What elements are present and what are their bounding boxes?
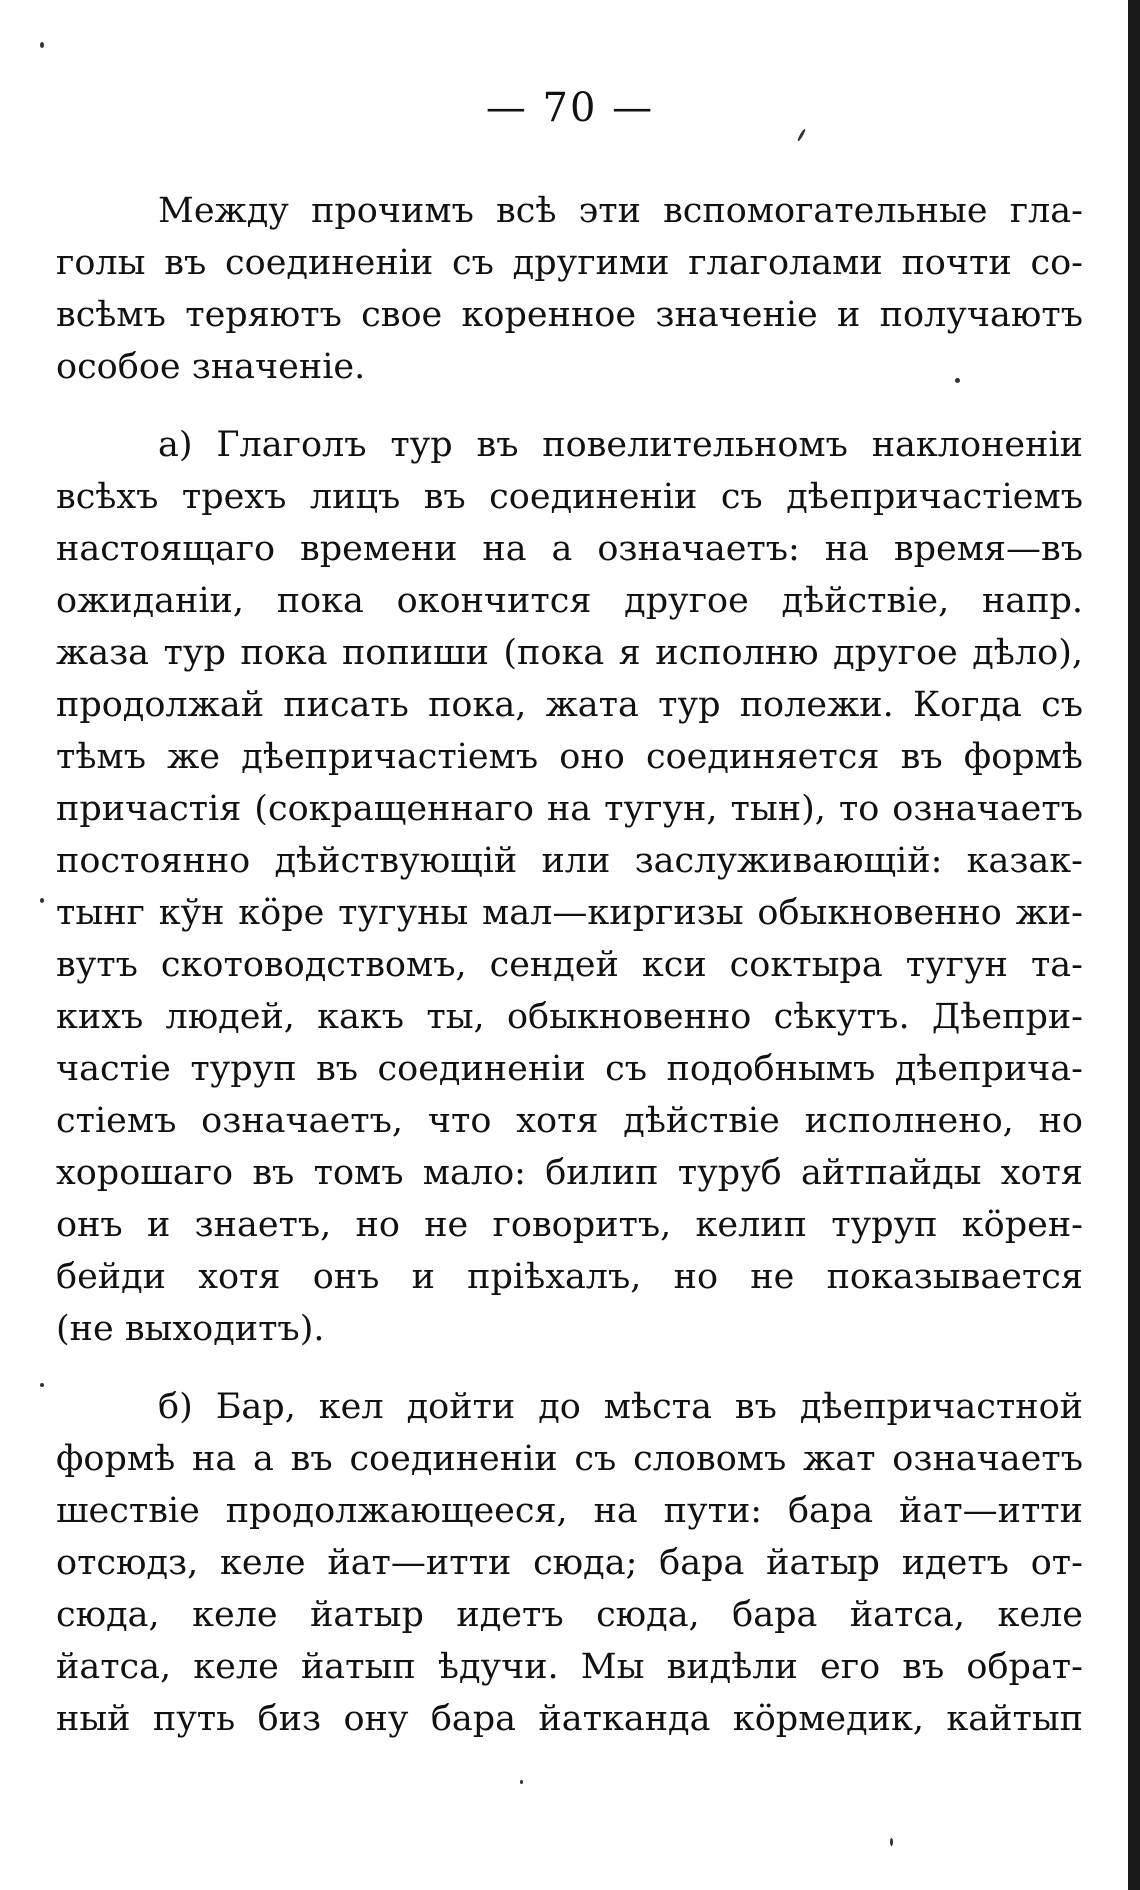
text-line: всѣмъ теряютъ свое коренное значеніе и получаютъ [56,295,1083,335]
text-line: ный путь биз ону бара йатканда кöрмедик, кайтып [56,1699,1083,1739]
text-line: тѣмъ же дѣепричастіемъ оно соединяется въ формѣ [56,737,1083,777]
print-speck [40,42,44,48]
text-line: вутъ скотоводствомъ, сендей кси соктыра тугун та- [56,945,1083,985]
text-line: Между прочимъ всѣ эти вспомогательные гла- [158,191,1083,231]
text-line: ожиданіи, пока окончится другое дѣйствіе, напр. [56,581,1083,621]
text-line: стіемъ означаетъ, что хотя дѣйствіе исполнено, но [56,1101,1083,1141]
text-line: б) Бар, кел дойти до мѣста въ дѣепричастной [158,1387,1083,1427]
text-line: жаза тур пока попиши (пока я исполню другое дѣло), [56,633,1083,673]
text-line: хорошаго въ томъ мало: билип туруб айтпайды хотя [56,1153,1083,1193]
text-line: шествіе продолжающееся, на пути: бара йат—итти [56,1491,1083,1531]
text-line: всѣхъ трехъ лицъ въ соединеніи съ дѣепричастіемъ [56,477,1083,517]
text-line: голы въ соединеніи съ другими глаголами почти со- [56,243,1083,283]
text-line: постоянно дѣйствующій или заслуживающій: казак- [56,841,1083,881]
text-line: сюда, келе йатыр идетъ сюда, бара йатса, келе [56,1595,1083,1635]
text-line: онъ и знаетъ, но не говоритъ, келип туруп кöрен- [56,1205,1083,1245]
print-speck [955,378,960,383]
text-line: настоящаго времени на а означаетъ: на время—въ [56,529,1083,569]
text-line: формѣ на а въ соединеніи съ словомъ жат означаетъ [56,1439,1083,1479]
text-line: частіе туруп въ соединеніи съ подобнымъ дѣеприча- [56,1049,1083,1089]
text-line: а) Глаголъ тур въ повелительномъ наклоненіи [158,425,1083,465]
print-speck [890,1838,893,1846]
text-line: йатса, келе йатып ѣдучи. Мы видѣли его въ обрат- [56,1647,1083,1687]
text-line: бейди хотя онъ и пріѣхалъ, но не показывается [56,1257,1083,1297]
print-speck [40,898,44,903]
page-edge-shadow [1128,0,1140,1890]
text-line: (не выходитъ). [56,1309,325,1349]
text-line: кихъ людей, какъ ты, обыкновенно сѣкутъ. Дѣепри- [56,997,1083,1037]
text-line: причастія (сокращеннаго на тугун, тын), то означаетъ [56,789,1083,829]
text-line: продолжай писать пока, жата тур полежи. Когда съ [56,685,1083,725]
page-number: — 70 — [485,85,655,131]
text-line: отсюдз, келе йат—итти сюда; бара йатыр идетъ от- [56,1543,1083,1583]
text-line: тынг кўн кöре тугуны мал—киргизы обыкновенно жи- [56,893,1083,933]
print-speck [520,1780,523,1784]
text-line: особое значеніе. [56,347,366,387]
print-speck [40,1383,44,1387]
